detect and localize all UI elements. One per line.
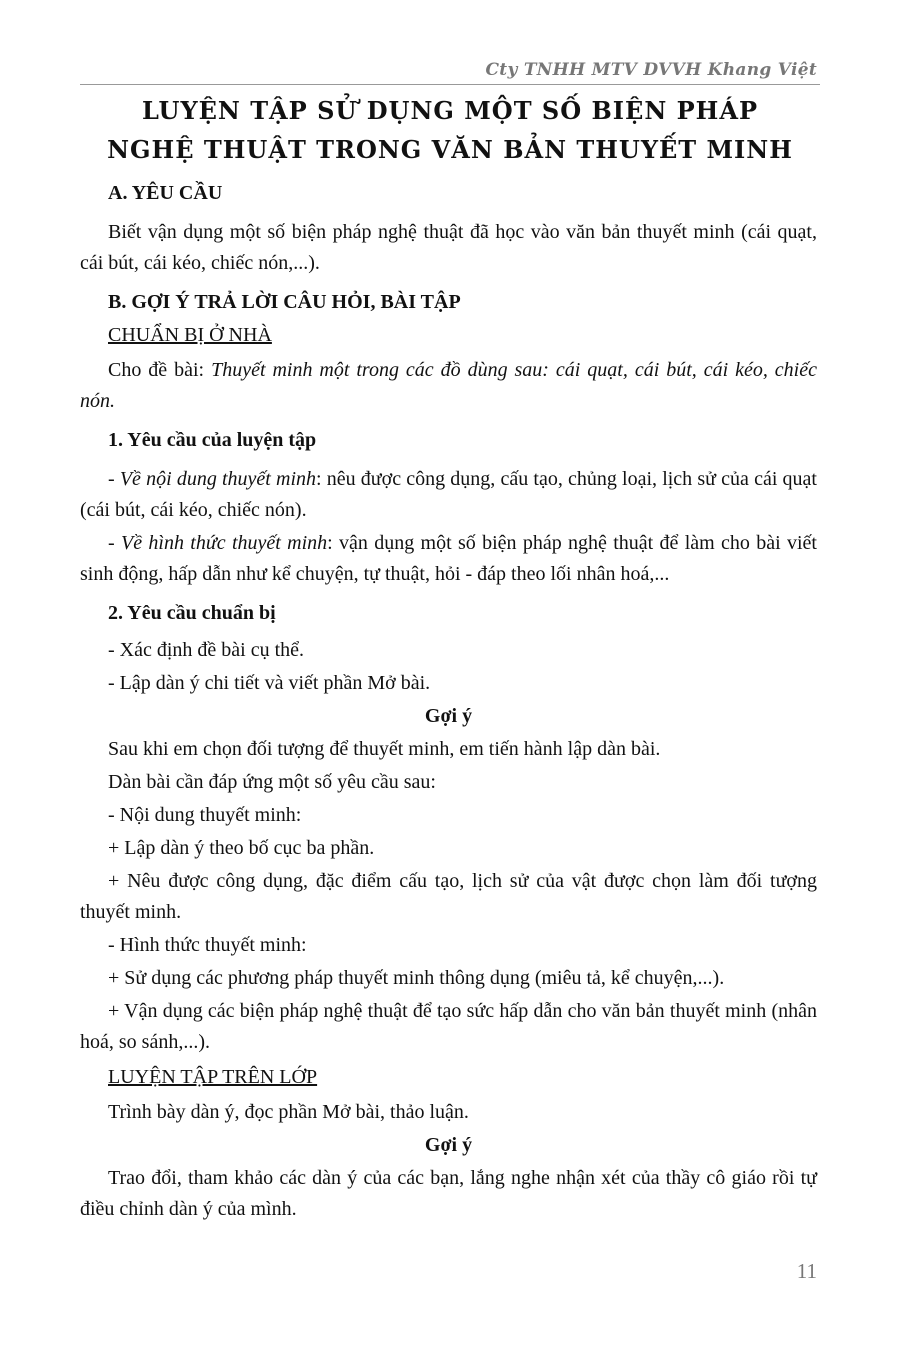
req1-item-1-label: Về nội dung thuyết minh — [119, 468, 317, 490]
prep-heading: CHUẨN BỊ Ở NHÀ — [108, 324, 272, 346]
hint-paragraph-1: Sau khi em chọn đối tượng để thuyết minh, em tiến hành lập dàn bài. — [108, 738, 661, 760]
page-number: 11 — [796, 1259, 817, 1283]
class-paragraph-1: Trình bày dàn ý, đọc phần Mở bài, thảo luận. — [108, 1101, 469, 1123]
section-b-heading: B. GỢI Ý TRẢ LỜI CÂU HỎI, BÀI TẬP — [108, 291, 461, 313]
hint-paragraph-2: Dàn bài cần đáp ứng một số yêu cầu sau: — [108, 771, 436, 793]
hint-paragraph-4: + Lập dàn ý theo bố cục ba phần. — [108, 837, 375, 859]
hint-paragraph-3: - Nội dung thuyết minh: — [108, 804, 302, 826]
req2-item-2: - Lập dàn ý chi tiết và viết phần Mở bài. — [108, 672, 431, 694]
req1-heading: 1. Yêu cầu của luyện tập — [108, 429, 317, 451]
page-content — [80, 178, 817, 1225]
req1-item-2 — [80, 528, 817, 590]
hint-paragraph-8: + Vận dụng các biện pháp nghệ thuật để tạo sức hấp dẫn cho văn bản thuyết minh (nhân hoá, so sánh,...). — [80, 1000, 817, 1053]
topic-prefix: Cho đề bài: — [108, 359, 212, 381]
section-a-heading: A. YÊU CẦU — [108, 182, 223, 204]
req2-item-1: - Xác định đề bài cụ thể. — [108, 639, 305, 661]
topic-paragraph — [80, 355, 817, 417]
hint-paragraph-6: - Hình thức thuyết minh: — [108, 934, 307, 956]
header-rule — [80, 84, 820, 85]
req1-item-2-prefix: - — [108, 532, 121, 554]
hint-paragraph-5: + Nêu được công dụng, đặc điểm cấu tạo, lịch sử của vật được chọn làm đối tượng thuyết minh. — [80, 870, 817, 923]
topic-text: Thuyết minh một trong các đồ dùng sau: cái quạt, cái bút, cái kéo, chiếc nón. — [80, 359, 817, 412]
class-heading: LUYỆN TẬP TRÊN LỚP — [108, 1066, 318, 1088]
req1-item-2-text: : vận dụng một số biện pháp nghệ thuật để làm cho bài viết sinh động, hấp dẫn như kể chuyện, tự thuật, hỏi - đáp theo lối nhân hoá,... — [80, 532, 817, 585]
class-hint-label: Gợi ý — [424, 1134, 473, 1156]
req1-item-2-label: Về hình thức thuyết minh — [120, 532, 328, 554]
class-paragraph-2: Trao đổi, tham khảo các dàn ý của các bạn, lắng nghe nhận xét của thầy cô giáo rồi tự điều chỉnh dàn ý của mình. — [80, 1167, 817, 1220]
header-brand: Cty TNHH MTV DVVH Khang Việt — [485, 60, 817, 80]
hint-label: Gợi ý — [424, 705, 473, 727]
section-a-body: Biết vận dụng một số biện pháp nghệ thuật đã học vào văn bản thuyết minh (cái quạt, cái bút, cái kéo, chiếc nón,...). — [80, 221, 817, 274]
title-line-1: LUYỆN TẬP SỬ DỤNG MỘT SỐ BIỆN PHÁP — [141, 96, 758, 125]
hint-paragraph-7: + Sử dụng các phương pháp thuyết minh thông dụng (miêu tả, kể chuyện,...). — [108, 967, 725, 989]
req1-item-1-text: : nêu được công dụng, cấu tạo, chủng loại, lịch sử của cái quạt (cái bút, cái kéo, chiếc nón). — [80, 468, 817, 521]
req1-item-1-prefix: - — [108, 468, 120, 490]
req2-heading: 2. Yêu cầu chuẩn bị — [108, 602, 276, 624]
req1-item-1 — [80, 464, 817, 526]
title-line-2: NGHỆ THUẬT TRONG VĂN BẢN THUYẾT MINH — [107, 135, 793, 164]
